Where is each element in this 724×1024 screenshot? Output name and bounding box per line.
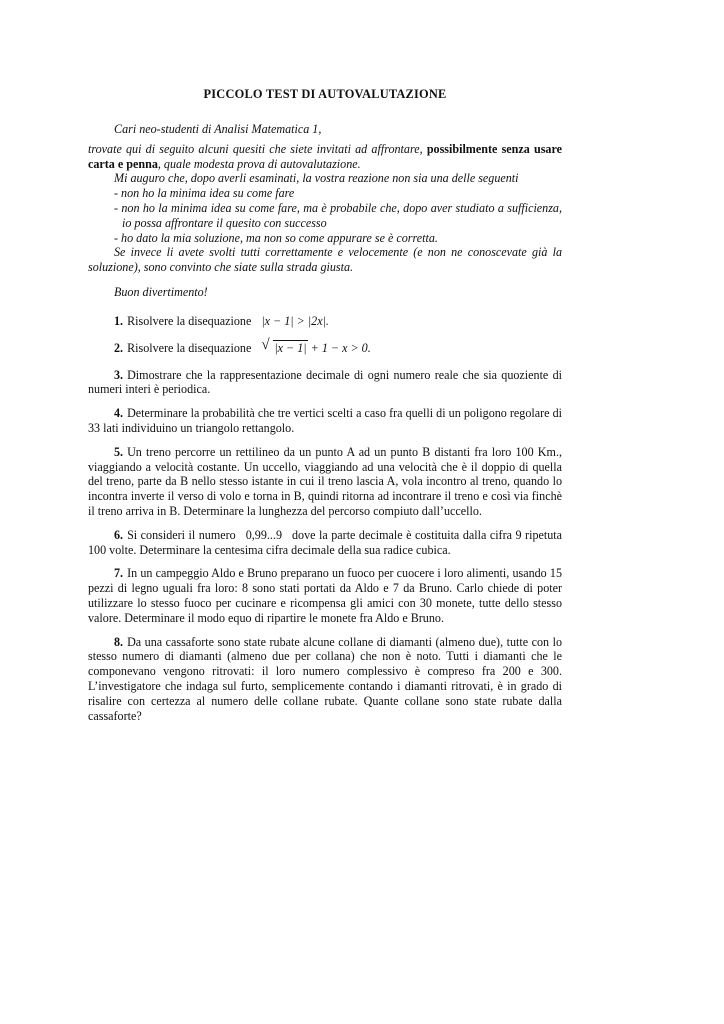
formula-rest: + 1 − x > 0. — [307, 340, 371, 355]
problem-item-7 — [88, 566, 562, 625]
problem-number: 4. — [114, 406, 124, 421]
intro-section — [88, 122, 562, 300]
problem-text: Risolvere la disequazione — [127, 314, 252, 328]
problem-number: 7. — [114, 566, 124, 581]
problem-item-5 — [88, 445, 562, 519]
intro-instructions-start: trovate qui di seguito alcuni quesiti che siete invitati ad affrontare, — [88, 141, 427, 156]
problem-item-3 — [88, 368, 562, 398]
intro-instructions-emphasis: possibilmente senza usare carta e penna — [88, 141, 562, 171]
intro-instructions — [88, 142, 562, 172]
intro-instructions-end: , quale modesta prova di autovalutazione. — [157, 156, 361, 171]
sqrt-formula — [261, 336, 307, 356]
intro-hope: Mi auguro che, dopo averli esaminati, la vostra reazione non sia una delle seguenti — [114, 171, 519, 186]
problem-text-start: Si consideri il numero — [127, 527, 236, 542]
problem-text: In un campeggio Aldo e Bruno preparano un fuoco per cuocere i loro alimenti, usando 15 pezzi di legno uguali fra loro: 8 sono stati portati da Aldo e 7 da Bruno. Carlo chiede di poter utilizzare lo stesso fuoco per cucinare e ricompensa gli amici con 30 monete, tutte dello stesso valore. Determinare il modo equo di ripartire le monete fra Aldo e Bruno. — [88, 566, 562, 625]
problem-text: Risolvere la disequazione — [127, 340, 252, 355]
reaction-item-1: - non ho la minima idea su come fare — [114, 186, 295, 201]
problem-text: Un treno percorre un rettilineo da un punto A ad un punto B distanti fra loro 100 Km., viaggiando a velocità costante. Un uccello, viaggiando ad una velocità che è il doppio di quella del treno, parte da B nello stesso istante in cui il treno lascia A, vola incontro al treno, quando lo incontra inverte il verso di volo e torna in B, quindi ritorna ad incontrare il treno e così via finchè il treno arriva in B. Determinare la lunghezza del percorso compiuto dall’uccello. — [88, 444, 562, 518]
reaction-item-3: - ho dato la mia soluzione, ma non so come appurare se è corretta. — [114, 230, 438, 245]
problem-number: 3. — [114, 367, 124, 382]
problem-number: 6. — [114, 527, 124, 542]
intro-conclusion: Se invece li avete svolti tutti correttamente e velocemente (e non ne conoscevate già la soluzione), sono convinto che siate sulla strada giusta. — [88, 245, 562, 275]
page-title: PICCOLO TEST DI AUTOVALUTAZIONE — [203, 87, 447, 101]
problem-item-2 — [88, 336, 562, 356]
problem-item-8 — [88, 635, 562, 724]
formula-radicand: |x − 1| — [274, 340, 307, 355]
problem-list — [88, 314, 562, 732]
problem-number: 8. — [114, 634, 124, 649]
problem-formula: |x − 1| > |2x|. — [261, 314, 329, 328]
problem-text: Dimostrare che la rappresentazione decimale di ogni numero reale che sia quoziente di numeri interi è periodica. — [88, 367, 562, 397]
problem-text-end: dove la parte decimale è costituita dalla cifra 9 ripetuta 100 volte. Determinare la centesima cifra decimale della sua radice cubica. — [88, 527, 562, 557]
problem-number-value: 0,99...9 — [245, 527, 282, 542]
problem-item-4 — [88, 406, 562, 436]
problem-item-6 — [88, 528, 562, 558]
intro-closing: Buon divertimento! — [114, 284, 208, 299]
problem-number: 2. — [114, 340, 124, 355]
problem-number: 5. — [114, 444, 124, 459]
problem-number: 1. — [114, 314, 124, 328]
problem-item-1 — [88, 314, 562, 329]
reaction-item-2: - non ho la minima idea su come fare, ma è probabile che, dopo aver studiato a sufficienza, io possa affrontare il quesito con successo — [114, 200, 562, 230]
intro-salutation: Cari neo-studenti di Analisi Matematica 1, — [114, 122, 322, 136]
problem-text: Determinare la probabilità che tre vertici scelti a caso fra quelli di un poligono regolare di 33 lati individuino un triangolo rettangolo. — [88, 406, 562, 435]
radical-sign: √ — [261, 336, 270, 353]
problem-text: Da una cassaforte sono state rubate alcune collane di diamanti (almeno due), tutte con lo stesso numero di diamanti (almeno due per collana) che non è noto. Tutti i diamanti che le componevano vengono ritrovati: il loro numero complessivo è compreso fra 200 e 300. L’investigatore che indaga sul furto, semplicemente contando i diamanti ritrovati, è in grado di risalire con certezza al numero delle collane rubate. Quante collane sono state rubate dalla cassaforte? — [88, 634, 562, 723]
